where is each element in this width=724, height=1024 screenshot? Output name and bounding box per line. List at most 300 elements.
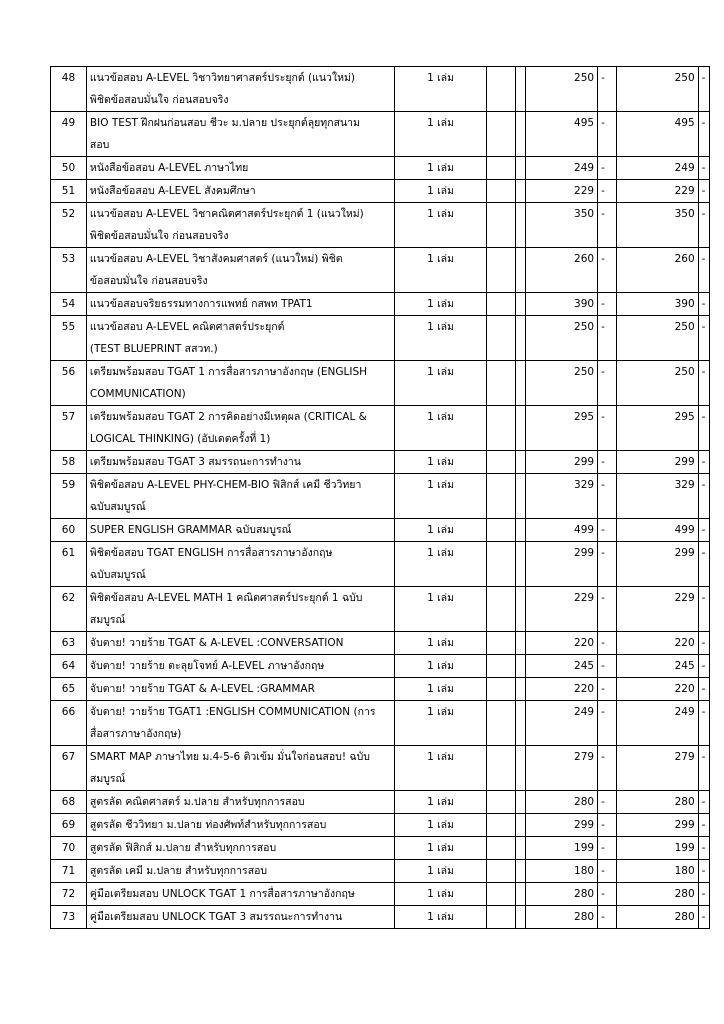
table-row [51,519,710,542]
item-title-line-1: จับตาย! วายร้าย TGAT & A-LEVEL :GRAMMAR [89,683,315,695]
item-title-line-2: ข้อสอบมั่นใจ ก่อนสอบจริง [89,275,208,287]
total-price: 260 [616,248,698,293]
item-title [86,655,394,678]
item-title-line-1: BIO TEST ฝึกฝนก่อนสอบ ชีวะ ม.ปลาย ประยุกต์ลุยทุกสนาม [89,117,360,129]
empty-cell [515,542,525,587]
empty-cell [515,519,525,542]
item-title-line-1: แนวข้อสอบ A-LEVEL วิชาคณิตศาสตร์ประยุกต์ 1 (แนวใหม่) [89,208,364,220]
empty-cell [487,519,516,542]
empty-cell [487,632,516,655]
table-row [51,361,710,406]
item-title [86,451,394,474]
empty-cell [515,67,525,112]
item-title-line-1: แนวข้อสอบ A-LEVEL วิชาสังคมศาสตร์ (แนวใหม่) พิชิต [89,253,343,265]
total-satang: - [698,837,709,860]
price-satang: - [598,248,616,293]
item-number: 48 [51,67,87,112]
item-quantity: 1 เล่ม [394,293,486,316]
item-title [86,860,394,883]
total-price: 280 [616,791,698,814]
total-price: 199 [616,837,698,860]
item-title [86,112,394,157]
item-quantity: 1 เล่ม [394,203,486,248]
item-title-line-1: คู่มือเตรียมสอบ UNLOCK TGAT 1 การสื่อสารภาษาอังกฤษ [89,888,355,900]
item-title-line-1: จับตาย! วายร้าย ตะลุยโจทย์ A-LEVEL ภาษาอังกฤษ [89,660,325,672]
price-satang: - [598,157,616,180]
table-row [51,678,710,701]
empty-cell [487,203,516,248]
total-satang: - [698,316,709,361]
price-satang: - [598,474,616,519]
item-title [86,157,394,180]
total-satang: - [698,157,709,180]
total-price: 329 [616,474,698,519]
empty-cell [515,112,525,157]
item-number: 50 [51,157,87,180]
empty-cell [515,451,525,474]
item-number: 54 [51,293,87,316]
item-title-line-2: ฉบับสมบูรณ์ [89,501,146,513]
item-title-line-2: LOGICAL THINKING) (อัปเดตครั้งที่ 1) [89,433,271,445]
item-title-line-1: พิชิตข้อสอบ A-LEVEL PHY-CHEM-BIO ฟิสิกส์ เคมี ชีววิทยา [89,479,362,491]
item-quantity: 1 เล่ม [394,632,486,655]
table-body [51,67,710,929]
total-satang: - [698,474,709,519]
unit-price: 249 [526,157,598,180]
item-title-line-1: เตรียมพร้อมสอบ TGAT 1 การสื่อสารภาษาอังกฤษ (ENGLISH [89,366,368,378]
total-satang: - [698,814,709,837]
item-title [86,701,394,746]
total-price: 249 [616,701,698,746]
empty-cell [515,180,525,203]
total-price: 280 [616,906,698,929]
item-number: 57 [51,406,87,451]
empty-cell [515,883,525,906]
price-satang: - [598,203,616,248]
table-row [51,293,710,316]
item-number: 61 [51,542,87,587]
empty-cell [487,587,516,632]
unit-price: 299 [526,542,598,587]
total-satang: - [698,746,709,791]
total-price: 495 [616,112,698,157]
unit-price: 295 [526,406,598,451]
table-row [51,474,710,519]
total-satang: - [698,361,709,406]
item-number: 64 [51,655,87,678]
total-price: 499 [616,519,698,542]
empty-cell [487,248,516,293]
total-satang: - [698,587,709,632]
item-title-line-1: แนวข้อสอบ A-LEVEL คณิตศาสตร์ประยุกต์ [89,321,285,333]
item-quantity: 1 เล่ม [394,316,486,361]
total-price: 220 [616,632,698,655]
item-number: 63 [51,632,87,655]
total-satang: - [698,293,709,316]
item-number: 49 [51,112,87,157]
item-number: 73 [51,906,87,929]
item-quantity: 1 เล่ม [394,860,486,883]
item-title-line-1: เตรียมพร้อมสอบ TGAT 3 สมรรถนะการทำงาน [89,456,301,468]
table-row [51,67,710,112]
total-satang: - [698,406,709,451]
table-row [51,655,710,678]
price-satang: - [598,860,616,883]
total-price: 245 [616,655,698,678]
empty-cell [515,701,525,746]
item-number: 52 [51,203,87,248]
table-row [51,860,710,883]
total-satang: - [698,701,709,746]
empty-cell [515,587,525,632]
item-title-line-1: SUPER ENGLISH GRAMMAR ฉบับสมบูรณ์ [89,524,292,536]
table-row [51,837,710,860]
price-satang: - [598,791,616,814]
total-satang: - [698,519,709,542]
price-satang: - [598,678,616,701]
item-quantity: 1 เล่ม [394,542,486,587]
item-number: 67 [51,746,87,791]
item-quantity: 1 เล่ม [394,678,486,701]
unit-price: 180 [526,860,598,883]
item-title [86,67,394,112]
book-list-table [50,66,710,929]
empty-cell [487,814,516,837]
empty-cell [487,316,516,361]
empty-cell [487,883,516,906]
item-number: 66 [51,701,87,746]
unit-price: 260 [526,248,598,293]
total-price: 299 [616,451,698,474]
item-title-line-1: คู่มือเตรียมสอบ UNLOCK TGAT 3 สมรรถนะการทำงาน [89,911,343,923]
empty-cell [487,112,516,157]
unit-price: 299 [526,814,598,837]
price-satang: - [598,406,616,451]
item-number: 69 [51,814,87,837]
empty-cell [515,791,525,814]
total-satang: - [698,678,709,701]
total-price: 299 [616,814,698,837]
table-row [51,701,710,746]
table-row [51,906,710,929]
item-title [86,837,394,860]
empty-cell [515,860,525,883]
unit-price: 229 [526,180,598,203]
item-number: 53 [51,248,87,293]
item-title-line-1: จับตาย! วายร้าย TGAT & A-LEVEL :CONVERSATION [89,637,344,649]
total-price: 180 [616,860,698,883]
item-title [86,814,394,837]
empty-cell [487,791,516,814]
empty-cell [487,180,516,203]
total-satang: - [698,451,709,474]
item-quantity: 1 เล่ม [394,361,486,406]
total-price: 250 [616,361,698,406]
empty-cell [515,814,525,837]
item-number: 68 [51,791,87,814]
unit-price: 220 [526,678,598,701]
empty-cell [515,361,525,406]
price-satang: - [598,632,616,655]
item-quantity: 1 เล่ม [394,248,486,293]
unit-price: 199 [526,837,598,860]
total-satang: - [698,112,709,157]
item-title-line-1: แนวข้อสอบจริยธรรมทางการแพทย์ กสพท TPAT1 [89,298,313,310]
item-quantity: 1 เล่ม [394,791,486,814]
total-price: 299 [616,542,698,587]
empty-cell [487,451,516,474]
empty-cell [515,655,525,678]
item-quantity: 1 เล่ม [394,655,486,678]
table-row [51,587,710,632]
price-satang: - [598,316,616,361]
table-row [51,112,710,157]
empty-cell [515,406,525,451]
total-price: 229 [616,587,698,632]
price-satang: - [598,451,616,474]
empty-cell [487,406,516,451]
item-number: 70 [51,837,87,860]
total-satang: - [698,542,709,587]
unit-price: 280 [526,883,598,906]
unit-price: 495 [526,112,598,157]
total-satang: - [698,883,709,906]
item-quantity: 1 เล่ม [394,906,486,929]
item-title-line-2: พิชิตข้อสอบมั่นใจ ก่อนสอบจริง [89,94,229,106]
total-satang: - [698,632,709,655]
table-row [51,632,710,655]
total-satang: - [698,180,709,203]
table-row [51,814,710,837]
item-title-line-2: สอบ [89,139,110,151]
item-title [86,248,394,293]
item-quantity: 1 เล่ม [394,837,486,860]
item-title [86,361,394,406]
price-satang: - [598,837,616,860]
item-title-line-1: สูตรลัด ชีววิทยา ม.ปลาย ท่องศัพท์สำหรับทุกการสอบ [89,819,327,831]
table-row [51,883,710,906]
empty-cell [515,248,525,293]
unit-price: 390 [526,293,598,316]
item-number: 56 [51,361,87,406]
empty-cell [487,67,516,112]
empty-cell [487,701,516,746]
item-title-line-1: SMART MAP ภาษาไทย ม.4-5-6 ติวเข้ม มั่นใจก่อนสอบ! ฉบับ [89,751,370,763]
item-title-line-1: หนังสือข้อสอบ A-LEVEL สังคมศึกษา [89,185,256,197]
empty-cell [515,157,525,180]
item-title-line-1: หนังสือข้อสอบ A-LEVEL ภาษาไทย [89,162,249,174]
unit-price: 250 [526,67,598,112]
item-number: 51 [51,180,87,203]
price-satang: - [598,180,616,203]
total-price: 350 [616,203,698,248]
item-quantity: 1 เล่ม [394,883,486,906]
total-satang: - [698,860,709,883]
empty-cell [515,837,525,860]
empty-cell [515,203,525,248]
unit-price: 249 [526,701,598,746]
total-price: 229 [616,180,698,203]
total-price: 295 [616,406,698,451]
item-title-line-1: สูตรลัด เคมี ม.ปลาย สำหรับทุกการสอบ [89,865,268,877]
price-satang: - [598,361,616,406]
item-title-line-2: COMMUNICATION) [89,388,186,400]
table-row [51,203,710,248]
item-number: 72 [51,883,87,906]
item-title-line-2: (TEST BLUEPRINT สสวท.) [89,343,218,355]
item-title [86,746,394,791]
item-title-line-2: ฉบับสมบูรณ์ [89,569,146,581]
price-satang: - [598,906,616,929]
table-row [51,542,710,587]
price-satang: - [598,519,616,542]
price-satang: - [598,655,616,678]
item-title-line-1: จับตาย! วายร้าย TGAT1 :ENGLISH COMMUNICATION (การ [89,706,376,718]
item-title [86,587,394,632]
table-row [51,180,710,203]
item-title [86,406,394,451]
item-title [86,678,394,701]
total-price: 280 [616,883,698,906]
item-title [86,791,394,814]
item-number: 55 [51,316,87,361]
item-title [86,180,394,203]
item-title-line-2: สื่อสารภาษาอังกฤษ) [89,728,182,740]
empty-cell [515,632,525,655]
item-title-line-1: สูตรลัด คณิตศาสตร์ ม.ปลาย สำหรับทุกการสอบ [89,796,305,808]
total-satang: - [698,906,709,929]
price-satang: - [598,67,616,112]
item-quantity: 1 เล่ม [394,67,486,112]
price-satang: - [598,814,616,837]
total-price: 390 [616,293,698,316]
unit-price: 299 [526,451,598,474]
empty-cell [487,746,516,791]
empty-cell [515,316,525,361]
item-number: 58 [51,451,87,474]
item-title-line-2: สมบูรณ์ [89,773,126,785]
table-row [51,157,710,180]
item-number: 71 [51,860,87,883]
item-title-line-1: พิชิตข้อสอบ A-LEVEL MATH 1 คณิตศาสตร์ประยุกต์ 1 ฉบับ [89,592,363,604]
total-price: 250 [616,67,698,112]
item-quantity: 1 เล่ม [394,451,486,474]
unit-price: 250 [526,316,598,361]
empty-cell [515,746,525,791]
empty-cell [487,678,516,701]
unit-price: 279 [526,746,598,791]
empty-cell [487,474,516,519]
item-title-line-2: สมบูรณ์ [89,614,126,626]
unit-price: 245 [526,655,598,678]
empty-cell [487,361,516,406]
item-title [86,474,394,519]
unit-price: 220 [526,632,598,655]
unit-price: 350 [526,203,598,248]
item-number: 60 [51,519,87,542]
item-title [86,632,394,655]
item-title [86,883,394,906]
total-satang: - [698,655,709,678]
total-price: 249 [616,157,698,180]
item-number: 65 [51,678,87,701]
price-satang: - [598,701,616,746]
item-title [86,542,394,587]
empty-cell [515,474,525,519]
item-quantity: 1 เล่ม [394,157,486,180]
table-row [51,791,710,814]
item-quantity: 1 เล่ม [394,587,486,632]
unit-price: 329 [526,474,598,519]
total-satang: - [698,248,709,293]
empty-cell [487,655,516,678]
empty-cell [515,906,525,929]
item-quantity: 1 เล่ม [394,406,486,451]
item-title-line-1: สูตรลัด ฟิสิกส์ ม.ปลาย สำหรับทุกการสอบ [89,842,277,854]
empty-cell [487,906,516,929]
empty-cell [487,542,516,587]
item-quantity: 1 เล่ม [394,746,486,791]
item-number: 59 [51,474,87,519]
price-satang: - [598,293,616,316]
empty-cell [515,678,525,701]
price-satang: - [598,112,616,157]
item-quantity: 1 เล่ม [394,814,486,837]
empty-cell [515,293,525,316]
unit-price: 499 [526,519,598,542]
unit-price: 280 [526,791,598,814]
item-title-line-1: พิชิตข้อสอบ TGAT ENGLISH การสื่อสารภาษาอังกฤษ [89,547,333,559]
item-quantity: 1 เล่ม [394,519,486,542]
total-price: 279 [616,746,698,791]
total-satang: - [698,203,709,248]
total-price: 220 [616,678,698,701]
price-satang: - [598,883,616,906]
item-title-line-1: แนวข้อสอบ A-LEVEL วิชาวิทยาศาสตร์ประยุกต์ (แนวใหม่) [89,72,356,84]
price-satang: - [598,542,616,587]
total-satang: - [698,67,709,112]
item-title [86,203,394,248]
total-price: 250 [616,316,698,361]
table-row [51,248,710,293]
empty-cell [487,293,516,316]
item-quantity: 1 เล่ม [394,180,486,203]
item-title [86,906,394,929]
unit-price: 250 [526,361,598,406]
item-title [86,519,394,542]
item-quantity: 1 เล่ม [394,701,486,746]
empty-cell [487,157,516,180]
empty-cell [487,860,516,883]
item-quantity: 1 เล่ม [394,474,486,519]
table-row [51,451,710,474]
item-title-line-2: พิชิตข้อสอบมั่นใจ ก่อนสอบจริง [89,230,229,242]
item-title [86,293,394,316]
item-title-line-1: เตรียมพร้อมสอบ TGAT 2 การคิดอย่างมีเหตุผล (CRITICAL & [89,411,367,423]
unit-price: 280 [526,906,598,929]
price-satang: - [598,587,616,632]
table-row [51,316,710,361]
item-title [86,316,394,361]
empty-cell [487,837,516,860]
price-satang: - [598,746,616,791]
item-quantity: 1 เล่ม [394,112,486,157]
table-row [51,406,710,451]
total-satang: - [698,791,709,814]
item-number: 62 [51,587,87,632]
unit-price: 229 [526,587,598,632]
table-row [51,746,710,791]
